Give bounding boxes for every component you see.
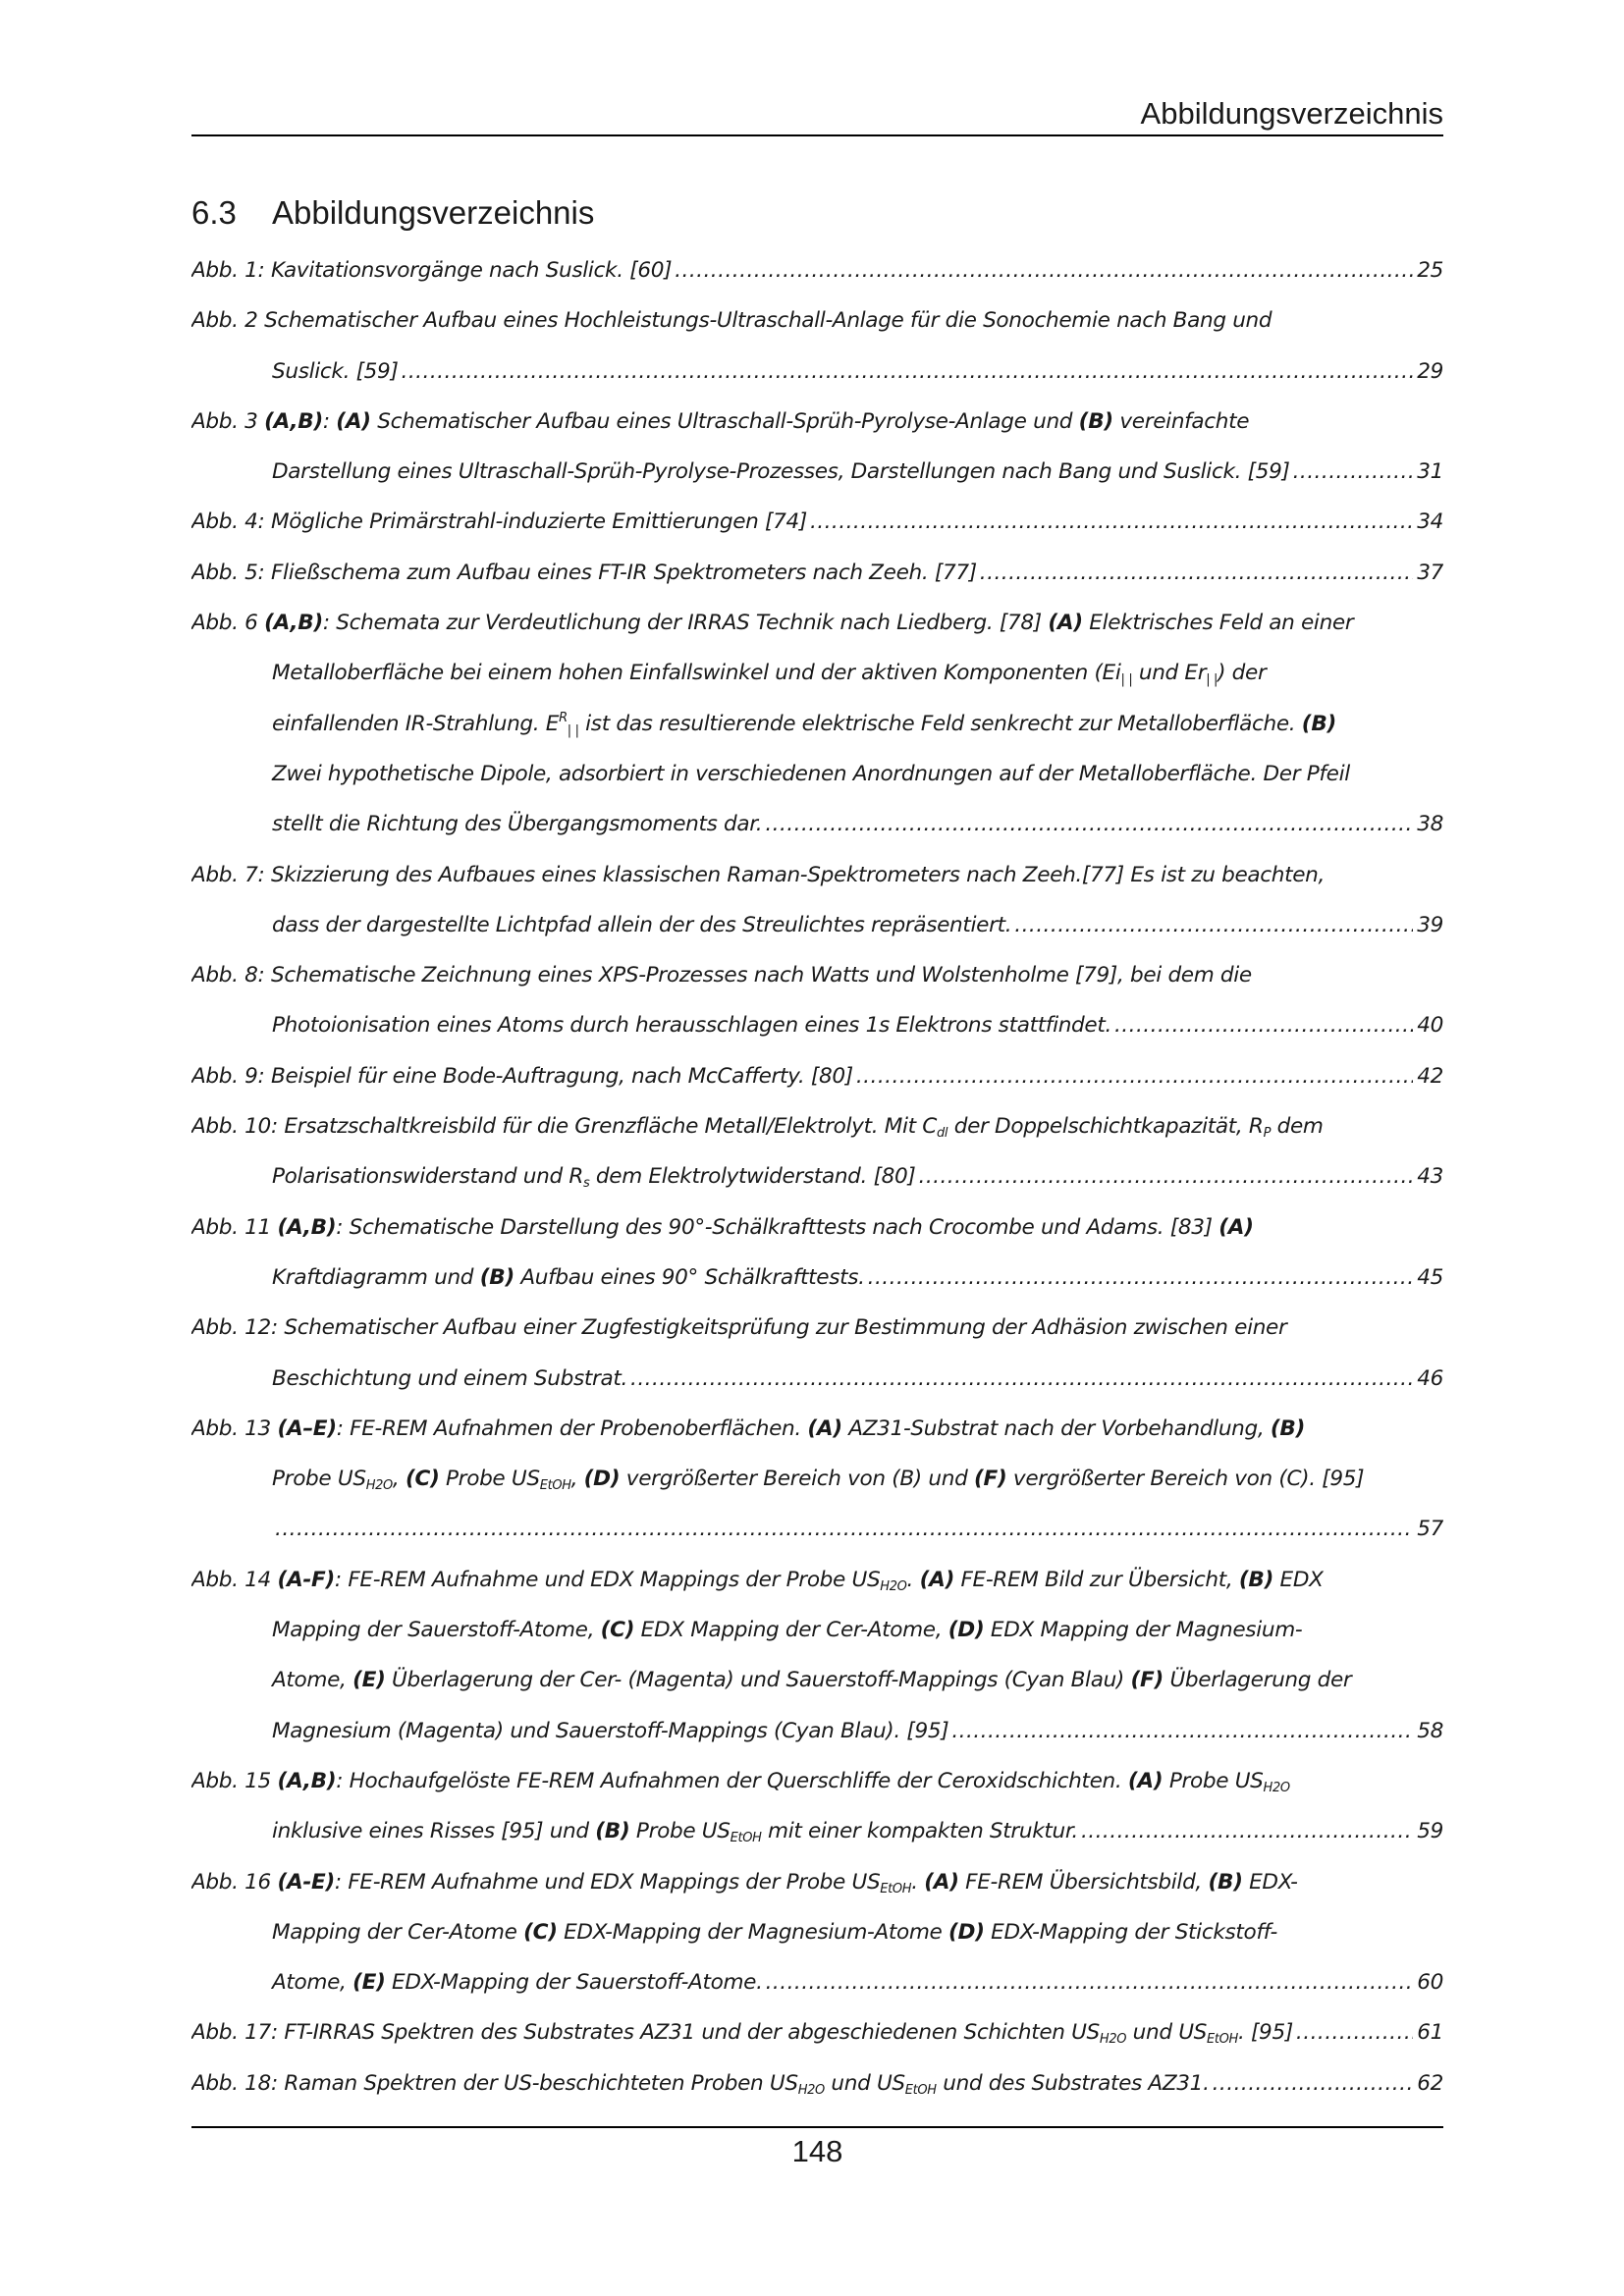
figure-label: (E) bbox=[352, 1970, 386, 1996]
entry-text-run: Abb. 2 Schematischer Aufbau eines Hochleistungs-Ultraschall-Anlage für die Sonochemie nach Bang und bbox=[191, 308, 1272, 334]
entry-text-run: stellt die Richtung des Übergangsmoments dar. bbox=[272, 812, 763, 837]
entry-text-run: Beschichtung und einem Substrat. bbox=[272, 1365, 628, 1391]
entry-text-run: dem Elektrolytwiderstand. [80] bbox=[589, 1164, 916, 1190]
figure-entry-line bbox=[191, 1454, 1443, 1504]
page-ref: 46 bbox=[1417, 1365, 1443, 1391]
entry-text-run: Abb. 18: Raman Spektren der US-beschichteten Proben US bbox=[191, 2070, 798, 2096]
entry-text-run: EDX-Mapping der Sauerstoff-Atome. bbox=[385, 1970, 763, 1996]
page-ref: 45 bbox=[1417, 1264, 1443, 1290]
figure-label: (B) bbox=[1208, 1869, 1243, 1895]
script-text: P bbox=[1263, 1126, 1272, 1142]
page-ref: 34 bbox=[1417, 509, 1443, 535]
running-head: Abbildungsverzeichnis bbox=[1140, 96, 1443, 131]
figure-label: (C) bbox=[600, 1618, 635, 1643]
entry-text-run: mit einer kompakten Struktur. bbox=[761, 1819, 1078, 1844]
entry-text bbox=[191, 397, 1249, 447]
figure-label: (D) bbox=[948, 1919, 985, 1945]
page-number: 148 bbox=[791, 2134, 843, 2168]
figure-entry-line bbox=[191, 2007, 1443, 2057]
script-text: H2O bbox=[880, 1578, 907, 1594]
entry-text-run: Abb. 15 bbox=[191, 1768, 278, 1793]
entry-text bbox=[191, 1051, 853, 1101]
entry-text bbox=[191, 950, 1252, 1000]
script-text: H2O bbox=[365, 1478, 393, 1494]
entry-text-run: Probe US bbox=[439, 1467, 540, 1492]
page-ref: 38 bbox=[1417, 812, 1443, 837]
entry-text bbox=[191, 2007, 1293, 2057]
entry-text bbox=[272, 1151, 916, 1201]
entry-text-run: Abb. 12: Schematischer Aufbau einer Zugfestigkeitsprüfung zur Bestimmung der Adhäsion zwischen einer bbox=[191, 1315, 1287, 1341]
entry-text-run: Probe US bbox=[1163, 1768, 1264, 1793]
figure-entry-line bbox=[191, 1806, 1443, 1856]
figure-label: (F) bbox=[973, 1467, 1007, 1492]
entry-text bbox=[272, 1253, 865, 1303]
figure-entry[interactable] bbox=[191, 2007, 1443, 2057]
figure-label: (A) bbox=[807, 1415, 842, 1441]
entry-text bbox=[191, 295, 1272, 346]
figure-label: (B) bbox=[1301, 711, 1336, 736]
figure-label: (B) bbox=[479, 1264, 514, 1290]
figure-entry-line bbox=[191, 1303, 1443, 1353]
entry-text-run: , bbox=[392, 1467, 406, 1492]
script-text: H2O bbox=[1099, 2032, 1127, 2048]
entry-text-run: Abb. 17: FT-IRRAS Spektren des Substrates AZ31 und der abgeschiedenen Schichten US bbox=[191, 2020, 1100, 2046]
section-heading bbox=[191, 191, 594, 235]
figure-label: (A) bbox=[1218, 1214, 1254, 1240]
entry-text bbox=[272, 447, 1290, 497]
page-ref: 40 bbox=[1417, 1013, 1443, 1039]
entry-text-run: Metalloberfläche bei einem hohen Einfallswinkel und der aktiven Komponenten (Ei bbox=[272, 661, 1121, 686]
entry-text-run: ) der bbox=[1218, 661, 1267, 686]
script-text: EtOH bbox=[904, 2082, 937, 2098]
entry-text-run: Suslick. [59] bbox=[272, 358, 399, 384]
figure-entry[interactable] bbox=[191, 1303, 1443, 1404]
entry-text-run: : Schematische Darstellung des 90°-Schälkrafttests nach Crocombe und Adams. [83] bbox=[336, 1214, 1219, 1240]
entry-text-run: Abb. 1: Kavitationsvorgänge nach Suslick. [60] bbox=[191, 258, 673, 283]
figure-entry-line bbox=[191, 1101, 1443, 1151]
entry-text-run: Darstellung eines Ultraschall-Sprüh-Pyrolyse-Prozesses, Darstellungen nach Bang und Suslick. [59] bbox=[272, 459, 1290, 485]
figure-label: (A-F) bbox=[277, 1567, 335, 1592]
entry-text bbox=[191, 1101, 1324, 1151]
dot-leader bbox=[399, 347, 1414, 397]
entry-text-run: Mapping der Sauerstoff-Atome, bbox=[272, 1618, 601, 1643]
page-ref: 31 bbox=[1417, 459, 1443, 485]
entry-text-run: Atome, bbox=[272, 1970, 353, 1996]
entry-text bbox=[272, 900, 1011, 950]
entry-text bbox=[191, 1303, 1287, 1353]
entry-text bbox=[272, 1605, 1302, 1655]
script-text: s bbox=[582, 1176, 590, 1192]
entry-text-run: FE-REM Bild zur Übersicht, bbox=[953, 1567, 1239, 1592]
page-ref: 39 bbox=[1417, 912, 1443, 937]
figure-entry-line bbox=[191, 598, 1443, 648]
figure-list bbox=[191, 245, 1443, 2109]
figure-label: (D) bbox=[947, 1618, 985, 1643]
entry-text bbox=[191, 497, 807, 547]
entry-text-run: Elektrisches Feld an einer bbox=[1082, 611, 1354, 636]
figure-label: (A,B) bbox=[264, 408, 323, 434]
dot-leader bbox=[948, 1706, 1413, 1756]
entry-text bbox=[272, 1655, 1351, 1705]
entry-text-run: und Er bbox=[1132, 661, 1207, 686]
entry-text bbox=[191, 1756, 1290, 1806]
figure-label: (A) bbox=[1048, 611, 1083, 636]
entry-text-run: Kraftdiagramm und bbox=[272, 1264, 480, 1290]
page-ref: 57 bbox=[1417, 1517, 1443, 1542]
section-title: Abbildungsverzeichnis bbox=[272, 194, 595, 231]
entry-text-run: Abb. 3 bbox=[191, 408, 265, 434]
figure-entry-line bbox=[191, 1706, 1443, 1756]
entry-text bbox=[272, 749, 1350, 799]
entry-text-run: inklusive eines Risses [95] und bbox=[272, 1819, 596, 1844]
page-ref: 59 bbox=[1417, 1819, 1443, 1844]
dot-leader bbox=[272, 1504, 1413, 1554]
entry-text bbox=[272, 1957, 763, 2007]
dot-leader bbox=[1290, 447, 1414, 497]
figure-label: (D) bbox=[583, 1467, 621, 1492]
figure-entry-line bbox=[191, 295, 1443, 346]
entry-text-run: Abb. 9: Beispiel für eine Bode-Auftragung, nach McCafferty. [80] bbox=[191, 1063, 853, 1089]
figure-entry-line bbox=[191, 245, 1443, 295]
entry-text-run: : Schemata zur Verdeutlichung der IRRAS Technik nach Liedberg. [78] bbox=[322, 611, 1049, 636]
figure-entry-line bbox=[191, 900, 1443, 950]
page-ref: 58 bbox=[1417, 1718, 1443, 1743]
figure-label: (A) bbox=[336, 408, 371, 434]
entry-text-run: einfallenden IR-Strahlung. E bbox=[272, 711, 560, 736]
figure-entry-line bbox=[191, 1605, 1443, 1655]
figure-entry[interactable] bbox=[191, 295, 1443, 397]
figure-entry-line bbox=[191, 799, 1443, 849]
entry-text-run: : Hochaufgelöste FE-REM Aufnahmen der Querschliffe der Ceroxidschichten. bbox=[336, 1768, 1128, 1793]
figure-entry-line bbox=[191, 548, 1443, 598]
entry-text-run: Überlagerung der Cer- (Magenta) und Sauerstoff-Mappings (Cyan Blau) bbox=[385, 1668, 1131, 1693]
entry-text-run: . bbox=[906, 1567, 920, 1592]
entry-text bbox=[272, 799, 762, 849]
dot-leader bbox=[1111, 1000, 1413, 1050]
figure-label: (A,B) bbox=[277, 1214, 337, 1240]
figure-entry[interactable] bbox=[191, 1101, 1443, 1202]
script-text: EtOH bbox=[1207, 2032, 1238, 2048]
page-ref: 25 bbox=[1417, 258, 1443, 283]
entry-text bbox=[191, 548, 977, 598]
figure-entry[interactable] bbox=[191, 1202, 1443, 1304]
figure-entry-line bbox=[191, 497, 1443, 547]
figure-entry[interactable] bbox=[191, 950, 1443, 1051]
figure-entry-line bbox=[191, 447, 1443, 497]
entry-text-run: Abb. 5: Fließschema zum Aufbau eines FT-IR Spektrometers nach Zeeh. [77] bbox=[191, 560, 977, 585]
entry-text bbox=[191, 245, 672, 295]
script-text: R bbox=[559, 710, 568, 725]
figure-entry-line bbox=[191, 1354, 1443, 1404]
entry-text-run: der Doppelschichtkapazität, R bbox=[947, 1114, 1264, 1140]
figure-entry-line bbox=[191, 950, 1443, 1000]
script-text: | | bbox=[1206, 672, 1218, 688]
figure-entry-line bbox=[191, 648, 1443, 698]
figure-label: (A) bbox=[919, 1567, 954, 1592]
page-ref: 37 bbox=[1417, 560, 1443, 585]
entry-text-run: EDX-Mapping der Magnesium-Atome bbox=[557, 1919, 949, 1945]
dot-leader bbox=[763, 1957, 1414, 2007]
figure-entry-line bbox=[191, 1404, 1443, 1454]
dot-leader bbox=[853, 1051, 1413, 1101]
entry-text-run: : FE-REM Aufnahmen der Probenoberflächen. bbox=[336, 1415, 808, 1441]
entry-text-run: und US bbox=[1126, 2020, 1208, 2046]
entry-text bbox=[272, 1806, 1078, 1856]
figure-entry-line bbox=[191, 850, 1443, 900]
figure-entry-line bbox=[191, 1202, 1443, 1253]
figure-entry-line bbox=[191, 699, 1443, 749]
entry-text-run: ist das resultierende elektrische Feld senkrecht zur Metalloberfläche. bbox=[578, 711, 1302, 736]
entry-text-run: Abb. 16 bbox=[191, 1869, 278, 1895]
figure-label: (B) bbox=[1238, 1567, 1274, 1592]
figure-label: (A,B) bbox=[264, 611, 323, 636]
entry-text-run: : FE-REM Aufnahme und EDX Mappings der Probe US bbox=[334, 1869, 881, 1895]
entry-text-run: EDX-Mapping der Stickstoff- bbox=[984, 1919, 1277, 1945]
figure-entry[interactable] bbox=[191, 850, 1443, 951]
entry-text-run: , bbox=[570, 1467, 584, 1492]
entry-text-run: vergrößerter Bereich von (C). [95] bbox=[1006, 1467, 1365, 1492]
entry-text-run: EDX bbox=[1273, 1567, 1324, 1592]
entry-text-run: EDX- bbox=[1242, 1869, 1298, 1895]
entry-text-run: vergrößerter Bereich von (B) und bbox=[620, 1467, 974, 1492]
figure-entry-line bbox=[191, 1000, 1443, 1050]
entry-text-run: Aufbau eines 90° Schälkrafttests. bbox=[514, 1264, 865, 1290]
dot-leader bbox=[865, 1253, 1414, 1303]
entry-text-run: Abb. 13 bbox=[191, 1415, 278, 1441]
entry-text-run: Abb. 10: Ersatzschaltkreisbild für die Grenzfläche Metall/Elektrolyt. Mit C bbox=[191, 1114, 938, 1140]
figure-entry[interactable] bbox=[191, 245, 1443, 295]
figure-entry[interactable] bbox=[191, 497, 1443, 547]
entry-text-run: Schematischer Aufbau eines Ultraschall-Sprüh-Pyrolyse-Anlage und bbox=[370, 408, 1079, 434]
dot-leader bbox=[977, 548, 1413, 598]
figure-label: (A–E) bbox=[277, 1415, 337, 1441]
figure-label: (B) bbox=[595, 1819, 630, 1844]
figure-entry[interactable] bbox=[191, 1404, 1443, 1555]
header-rule bbox=[191, 134, 1443, 136]
entry-text-run: : bbox=[322, 408, 337, 434]
script-text: EtOH bbox=[539, 1478, 571, 1494]
entry-text-run: Mapping der Cer-Atome bbox=[272, 1919, 524, 1945]
entry-text-run: Photoionisation eines Atoms durch herausschlagen eines 1s Elektrons stattfindet. bbox=[272, 1013, 1111, 1039]
dot-leader bbox=[1210, 2058, 1414, 2109]
figure-entry-line bbox=[191, 1756, 1443, 1806]
entry-text-run: Atome, bbox=[272, 1668, 353, 1693]
entry-text-run: Abb. 6 bbox=[191, 611, 265, 636]
figure-label: (A-E) bbox=[277, 1869, 335, 1895]
figure-entry-line bbox=[191, 2058, 1443, 2109]
figure-label: (E) bbox=[352, 1668, 386, 1693]
figure-label: (A) bbox=[924, 1869, 959, 1895]
figure-label: (C) bbox=[523, 1919, 558, 1945]
script-text: H2O bbox=[1263, 1780, 1290, 1795]
figure-entry-line bbox=[191, 1957, 1443, 2007]
figure-entry[interactable] bbox=[191, 1756, 1443, 1857]
entry-text-run: Magnesium (Magenta) und Sauerstoff-Mappings (Cyan Blau). [95] bbox=[272, 1718, 949, 1743]
entry-text bbox=[191, 850, 1325, 900]
figure-entry-line bbox=[191, 1051, 1443, 1101]
entry-text bbox=[272, 1354, 627, 1404]
figure-entry[interactable] bbox=[191, 1857, 1443, 2008]
page-ref: 62 bbox=[1417, 2070, 1443, 2096]
script-text: | | bbox=[1120, 672, 1133, 688]
script-text: EtOH bbox=[730, 1831, 762, 1846]
figure-entry-line bbox=[191, 749, 1443, 799]
dot-leader bbox=[1011, 900, 1413, 950]
entry-text-run: . bbox=[911, 1869, 925, 1895]
entry-text bbox=[191, 1857, 1298, 1907]
entry-text-run: dass der dargestellte Lichtpfad allein der des Streulichtes repräsentiert. bbox=[272, 912, 1012, 937]
entry-text-run: Zwei hypothetische Dipole, adsorbiert in verschiedenen Anordnungen auf der Metalloberfläche. Der Pfeil bbox=[272, 761, 1350, 786]
entry-text bbox=[272, 1706, 948, 1756]
figure-entry-line bbox=[191, 347, 1443, 397]
footer-rule bbox=[191, 2126, 1443, 2128]
page-ref: 42 bbox=[1417, 1063, 1443, 1089]
entry-text bbox=[191, 1202, 1254, 1253]
entry-text bbox=[191, 1555, 1324, 1605]
figure-entry-line bbox=[191, 397, 1443, 447]
entry-text-run: Überlagerung der bbox=[1163, 1668, 1352, 1693]
figure-entry[interactable] bbox=[191, 1051, 1443, 1101]
figure-entry[interactable] bbox=[191, 548, 1443, 598]
entry-text-run: Polarisationswiderstand und R bbox=[272, 1164, 583, 1190]
entry-text bbox=[191, 1404, 1305, 1454]
dot-leader bbox=[672, 245, 1413, 295]
dot-leader bbox=[1078, 1806, 1413, 1856]
figure-label: (F) bbox=[1130, 1668, 1164, 1693]
script-text: H2O bbox=[797, 2082, 825, 2098]
entry-text-run: vereinfachte bbox=[1112, 408, 1250, 434]
figure-entry[interactable] bbox=[191, 598, 1443, 849]
section-number: 6.3 bbox=[191, 194, 237, 231]
entry-text-run: Abb. 7: Skizzierung des Aufbaues eines klassischen Raman-Spektrometers nach Zeeh.[77] Es ist zu beachten, bbox=[191, 862, 1326, 887]
entry-text-run: AZ31-Substrat nach der Vorbehandlung, bbox=[841, 1415, 1271, 1441]
script-text: EtOH bbox=[880, 1881, 912, 1896]
entry-text-run: und des Substrates AZ31. bbox=[936, 2070, 1210, 2096]
figure-entry-line bbox=[191, 1907, 1443, 1957]
entry-text-run: Probe US bbox=[629, 1819, 731, 1844]
entry-text-run: Abb. 8: Schematische Zeichnung eines XPS-Prozesses nach Watts und Wolstenholme [79], bei dem die bbox=[191, 963, 1252, 988]
page-ref: 29 bbox=[1417, 358, 1443, 384]
entry-text-run: EDX Mapping der Cer-Atome, bbox=[634, 1618, 948, 1643]
entry-text bbox=[191, 2058, 1210, 2109]
entry-text bbox=[272, 699, 1336, 749]
figure-entry-line bbox=[191, 1504, 1443, 1554]
entry-text-run: Abb. 11 bbox=[191, 1214, 278, 1240]
entry-text-run: EDX Mapping der Magnesium- bbox=[984, 1618, 1303, 1643]
dot-leader bbox=[807, 497, 1413, 547]
page-ref: 61 bbox=[1417, 2020, 1443, 2046]
entry-text-run: Abb. 14 bbox=[191, 1567, 278, 1592]
entry-text bbox=[191, 598, 1353, 648]
figure-label: (B) bbox=[1078, 408, 1113, 434]
page-ref: 60 bbox=[1417, 1970, 1443, 1996]
script-text: dl bbox=[937, 1126, 948, 1142]
dot-leader bbox=[627, 1354, 1413, 1404]
entry-text-run: FE-REM Übersichtsbild, bbox=[958, 1869, 1209, 1895]
figure-entry-line bbox=[191, 1151, 1443, 1201]
figure-entry[interactable] bbox=[191, 397, 1443, 498]
figure-entry-line bbox=[191, 1253, 1443, 1303]
entry-text bbox=[272, 1907, 1277, 1957]
page-ref: 43 bbox=[1417, 1164, 1443, 1190]
script-text: | | bbox=[567, 722, 579, 738]
figure-entry-line bbox=[191, 1857, 1443, 1907]
entry-text-run: dem bbox=[1271, 1114, 1324, 1140]
entry-text bbox=[272, 648, 1267, 698]
figure-label: (B) bbox=[1270, 1415, 1306, 1441]
dot-leader bbox=[916, 1151, 1414, 1201]
figure-entry[interactable] bbox=[191, 1555, 1443, 1756]
figure-entry-line bbox=[191, 1555, 1443, 1605]
figure-entry-line bbox=[191, 1655, 1443, 1705]
dot-leader bbox=[1293, 2007, 1413, 2057]
entry-text-run: und US bbox=[824, 2070, 905, 2096]
entry-text bbox=[272, 1000, 1111, 1050]
figure-label: (A) bbox=[1127, 1768, 1164, 1793]
entry-text bbox=[272, 1454, 1364, 1504]
dot-leader bbox=[762, 799, 1413, 849]
entry-text bbox=[272, 347, 399, 397]
entry-text-run: Probe US bbox=[272, 1467, 366, 1492]
figure-entry[interactable] bbox=[191, 2058, 1443, 2109]
figure-label: (C) bbox=[405, 1467, 440, 1492]
entry-text-run: Abb. 4: Mögliche Primärstrahl-induzierte Emittierungen [74] bbox=[191, 509, 807, 535]
entry-text-run: . [95] bbox=[1237, 2020, 1293, 2046]
figure-label: (A,B) bbox=[277, 1768, 337, 1793]
entry-text-run: : FE-REM Aufnahme und EDX Mappings der Probe US bbox=[334, 1567, 881, 1592]
